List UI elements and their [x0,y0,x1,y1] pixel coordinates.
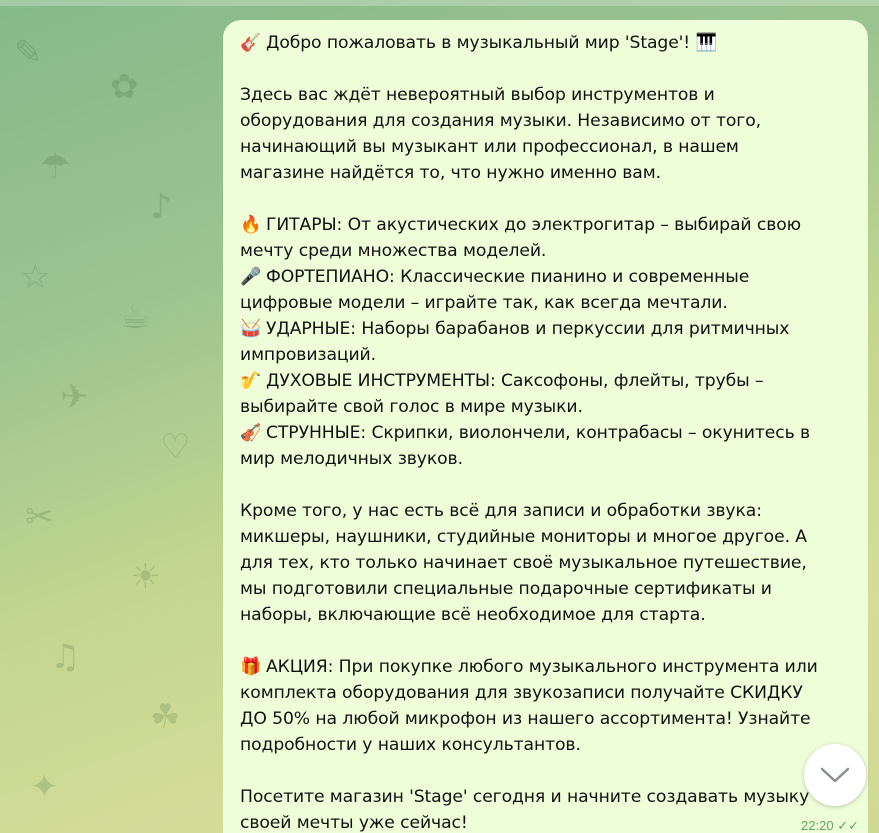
doodle-icon: ✿ [110,67,139,107]
message-line [240,108,855,134]
message-line-text: наборы, включающие всё необходимое для старта. [240,605,706,625]
message-line-text: ФОРТЕПИАНО: Классические пианино и современные [266,267,750,287]
scroll-down-button[interactable] [804,744,866,806]
doodle-icon: ✂ [25,497,54,537]
message-line-text: УДАРНЫЕ: Наборы барабанов и перкуссии для ритмичных [266,319,790,339]
doodle-icon: ☕ [120,297,151,337]
doodle-icon: ☀ [130,557,161,597]
message-line [240,56,855,82]
message-line [240,576,855,602]
message-line [240,368,855,394]
message-line [240,758,855,784]
doodle-icon: ✈ [60,377,89,417]
message-line-text: микшеры, наушники, студийные мониторы и многое другое. А [240,527,807,547]
message-line [240,134,855,160]
message-line-text: импровизаций. [240,345,376,365]
message-line-text: своей мечты уже сейчас! [240,813,468,833]
message-line-text: Здесь вас ждёт невероятный выбор инструментов и [240,85,715,105]
doodle-icon: ☆ [20,257,51,297]
doodle-icon: ♪ [150,187,172,227]
message-line [240,30,855,56]
message-line [240,524,855,550]
message-line-text: мы подготовили специальные подарочные сертификаты и [240,579,772,599]
read-status-icon: ✓✓ [837,818,859,833]
message-line-text: оборудования для создания музыки. Независимо от того, [240,111,761,131]
emoji-icon: 🔥 [240,215,262,235]
message-line-text: для тех, кто только начинает своё музыкальное путешествие, [240,553,807,573]
message-line-text: Посетите магазин 'Stage' сегодня и начните создавать музыку [240,787,810,807]
doodle-icon: ✦ [30,767,59,807]
message-text [240,30,855,833]
message-line-text: подробности у наших консультантов. [240,735,581,755]
message-line [240,628,855,654]
message-line [240,472,855,498]
message-line [240,316,855,342]
message-line [240,160,855,186]
message-line [240,82,855,108]
doodle-icon: ♡ [160,427,191,467]
message-time: 22:20 [801,818,834,833]
message-line [240,680,855,706]
message-line-text: СТРУННЫЕ: Скрипки, виолончели, контрабасы – окунитесь в [266,423,811,443]
message-line-text: цифровые модели – играйте так, как всегда мечтали. [240,293,728,313]
message-line-text: Кроме того, у нас есть всё для записи и обработки звука: [240,501,762,521]
message-line-text: комплекта оборудования для звукозаписи получайте СКИДКУ [240,683,803,703]
message-line-text: ДУХОВЫЕ ИНСТРУМЕНТЫ: Саксофоны, флейты, трубы – [266,371,764,391]
message-line [240,498,855,524]
message-line [240,186,855,212]
message-line [240,290,855,316]
message-line [240,706,855,732]
emoji-icon: 🎸 [240,33,262,53]
message-line-text: АКЦИЯ: При покупке любого музыкального инструмента или [266,657,818,677]
message-line-text: Добро пожаловать в музыкальный мир 'Stage'! 🎹 [266,33,717,53]
message-line [240,654,855,680]
doodle-icon: ✎ [14,33,43,73]
message-line [240,420,855,446]
emoji-icon: 🥁 [240,319,262,339]
doodle-icon: ☂ [40,147,71,187]
message-line-text: выбирайте свой голос в мире музыки. [240,397,583,417]
message-line [240,784,855,810]
message-line [240,394,855,420]
message-line [240,550,855,576]
doodle-icon: ♫ [50,637,81,677]
message-line [240,238,855,264]
message-line-text: мир мелодичных звуков. [240,449,463,469]
top-strip [0,0,879,6]
message-line-text: ДО 50% на любой микрофон из нашего ассортимента! Узнайте [240,709,811,729]
message-line [240,810,855,833]
message-line-text: мечту среди множества моделей. [240,241,547,261]
message-line [240,264,855,290]
emoji-icon: 🎷 [240,371,262,391]
message-meta [801,818,859,833]
message-line-text: магазине найдётся то, что нужно именно вам. [240,163,661,183]
emoji-icon: 🎻 [240,423,262,443]
doodle-icon: ☘ [150,697,181,737]
message-line-text: начинающий вы музыкант или профессионал, в нашем [240,137,739,157]
emoji-icon: 🎁 [240,657,262,677]
message-line [240,602,855,628]
emoji-icon: 🎤 [240,267,262,287]
message-line [240,732,855,758]
message-line-text: ГИТАРЫ: От акустических до электрогитар – выбирай свою [266,215,802,235]
message-line [240,446,855,472]
message-line [240,212,855,238]
message-line [240,342,855,368]
chevron-down-icon [820,766,850,784]
